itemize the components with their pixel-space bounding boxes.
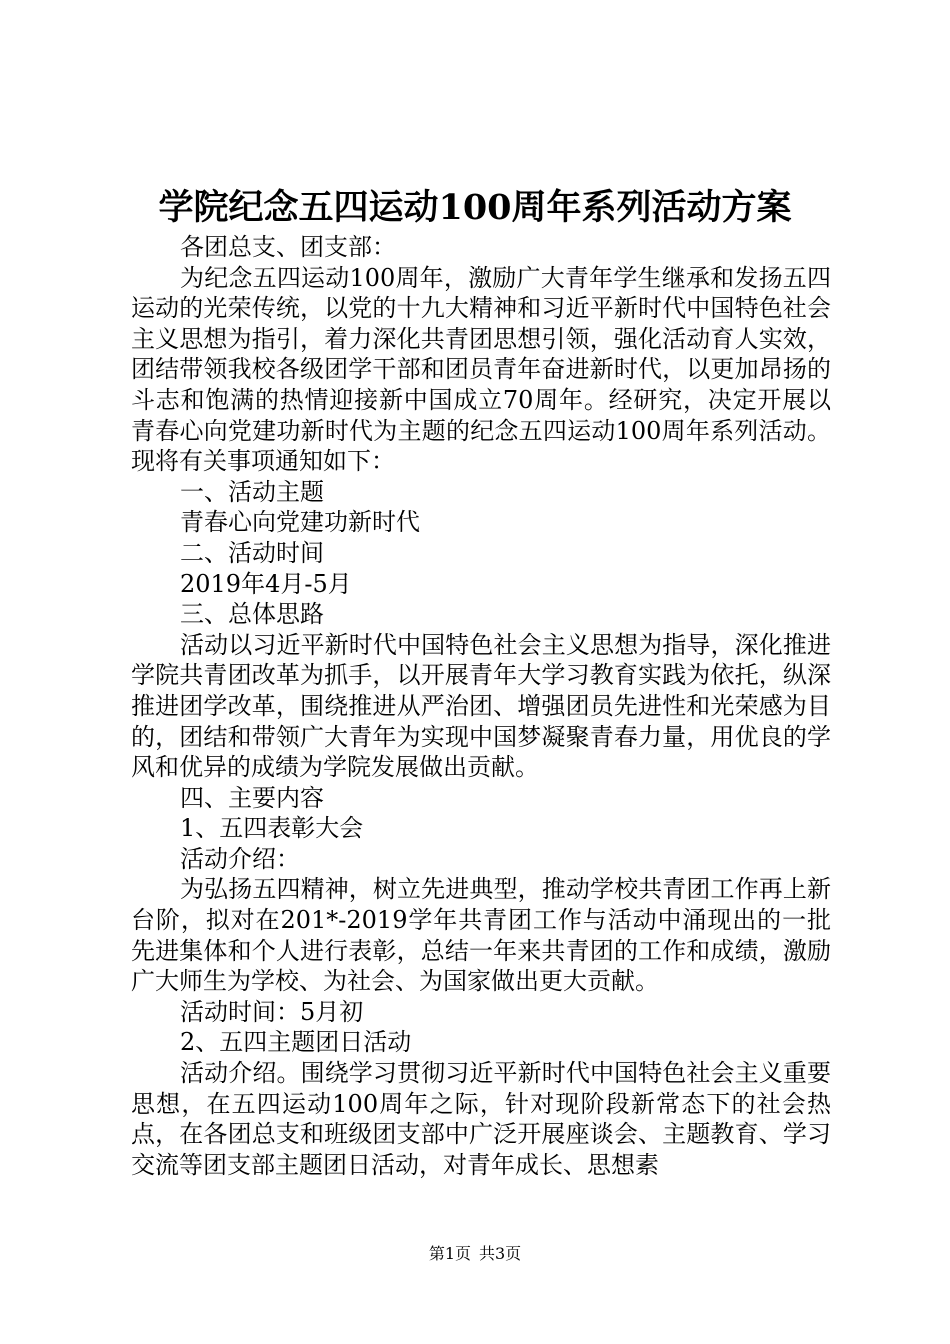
section-heading-approach: 三、总体思路: [180, 600, 324, 629]
page-number: 第1页: [428, 1244, 471, 1263]
page-footer: [0, 1243, 950, 1265]
theme-text: 青春心向党建功新时代: [180, 508, 420, 537]
section-heading-time: 二、活动时间: [180, 538, 324, 567]
intro-paragraph: 为纪念五四运动100周年，激励广大青年学生继承和发扬五四运动的光荣传统，以党的十九大精神和习近平新时代中国特色社会主义思想为指引，着力深化共青团思想引领，强化活动育人实效，团结带领我校各级团学干部和团员青年奋进新时代，以更加昂扬的斗志和饱满的热情迎接新中国成立70周年。经研究，决定开展以青春心向党建功新时代为主题的纪念五四运动100周年系列活动。现将有关事项通知如下：: [131, 263, 831, 476]
league-day-paragraph: 活动介绍。围绕学习贯彻习近平新时代中国特色社会主义重要思想，在五四运动100周年之际，针对现阶段新常态下的社会热点，在各团总支和班级团支部中广泛开展座谈会、主题教育、学习交流等团支部主题团日活动，对青年成长、思想素: [131, 1059, 831, 1179]
document-title: 学院纪念五四运动100周年系列活动方案: [158, 187, 792, 228]
activity-time-line: 活动时间：5月初: [180, 997, 364, 1026]
subheading-award-meeting: 1、五四表彰大会: [180, 814, 364, 843]
salutation: 各团总支、团支部：: [180, 233, 396, 261]
approach-paragraph: 活动以习近平新时代中国特色社会主义思想为指导，深化推进学院共青团改革为抓手，以开展青年大学习教育实践为依托，纵深推进团学改革，围绕推进从严治团、增强团员先进性和光荣感为目的，团结和带领广大青年为实现中国梦凝聚青春力量，用优良的学风和优异的成绩为学院发展做出贡献。: [131, 630, 831, 782]
award-paragraph: 为弘扬五四精神，树立先进典型，推动学校共青团工作再上新台阶，拟对在201*-2019学年共青团工作与活动中涌现出的一批先进集体和个人进行表彰，总结一年来共青团的工作和成绩，激励广大师生为学校、为社会、为国家做出更大贡献。: [131, 875, 831, 996]
section-heading-theme: 一、活动主题: [180, 477, 324, 506]
document-body: [131, 232, 831, 1180]
subheading-league-day: 2、五四主题团日活动: [180, 1028, 412, 1057]
time-text: 2019年4月-5月: [180, 569, 352, 598]
activity-intro-label: 活动介绍：: [180, 844, 300, 873]
section-heading-content: 四、主要内容: [180, 783, 324, 812]
total-pages: 共3页: [479, 1244, 522, 1263]
